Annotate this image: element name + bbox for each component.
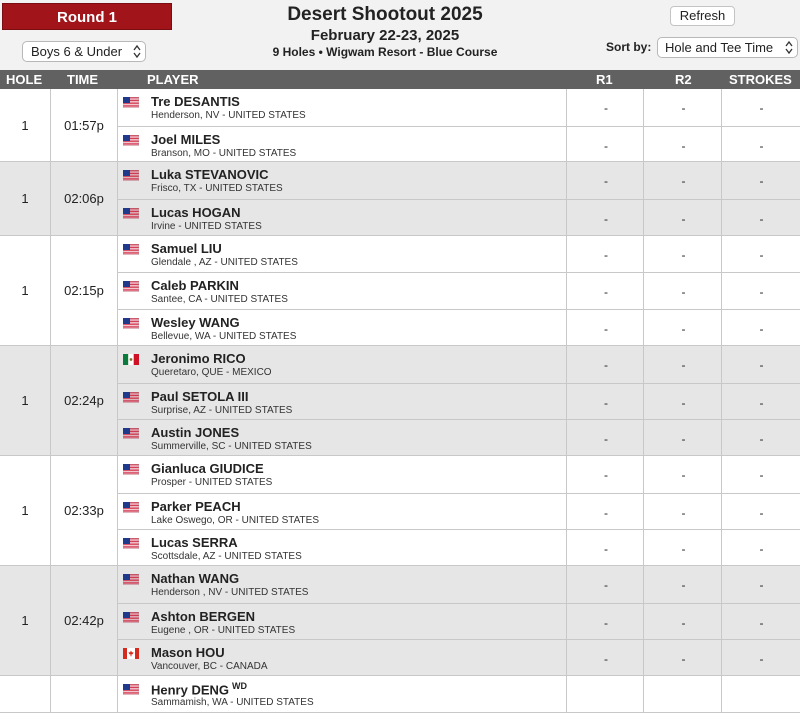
player-name[interactable]: Paul SETOLA III: [151, 388, 249, 404]
player-name[interactable]: Henry DENG $^{WD}$: [151, 681, 248, 698]
player-row[interactable]: [118, 456, 800, 493]
score-r2: -: [681, 652, 686, 667]
score-strokes: -: [759, 615, 764, 630]
group-tee-time: 02:42p: [64, 613, 104, 629]
score-strokes: -: [759, 138, 764, 153]
flag-us-icon: [123, 500, 139, 511]
division-select-value: Boys 6 & Under: [31, 44, 123, 59]
score-strokes: -: [759, 285, 764, 300]
score-r2: -: [681, 101, 686, 115]
score-strokes: -: [759, 101, 764, 115]
score-strokes: -: [759, 578, 764, 593]
player-name[interactable]: Ashton BERGEN: [151, 608, 255, 624]
player-row[interactable]: [118, 639, 800, 676]
player-row[interactable]: [118, 603, 800, 640]
score-r2: -: [681, 285, 686, 300]
group-hole: 1: [21, 392, 29, 408]
player-location: Scottsdale, AZ - UNITED STATES: [151, 551, 302, 563]
group-hole: 1: [21, 117, 29, 133]
score-r2: -: [681, 322, 686, 337]
score-r1: -: [604, 357, 608, 372]
score-r1: -: [604, 101, 608, 115]
group-hole: 1: [21, 282, 29, 298]
flag-us-icon: [123, 536, 139, 547]
flag-us-icon: [123, 133, 139, 144]
col-time[interactable]: TIME: [67, 72, 99, 87]
flag-us-icon: [123, 572, 139, 583]
flag-us-icon: [123, 279, 139, 290]
player-location: Vancouver, BC - CANADA: [151, 661, 268, 673]
player-name[interactable]: Luka STEVANOVIC: [151, 167, 269, 183]
score-strokes: -: [759, 505, 764, 520]
column-header-bar: [0, 70, 800, 89]
tournament-title: Desert Shootout 2025: [287, 4, 483, 25]
score-r2: -: [681, 138, 686, 153]
group-hole: 1: [21, 503, 29, 519]
player-location: Branson, MO - UNITED STATES: [151, 147, 297, 159]
select-arrows-icon: [133, 44, 141, 59]
leaderboard-header: [0, 0, 800, 70]
score-r2: -: [681, 432, 686, 447]
player-name[interactable]: Jeronimo RICO: [151, 350, 246, 366]
withdrawn-badge: WD: [232, 681, 248, 692]
player-location: Henderson , NV - UNITED STATES: [151, 587, 309, 599]
score-strokes: -: [759, 395, 764, 410]
player-location: Frisco, TX - UNITED STATES: [151, 183, 283, 195]
score-strokes: -: [759, 652, 764, 667]
score-strokes: -: [759, 322, 764, 337]
flag-us-icon: [123, 610, 139, 621]
player-name[interactable]: Joel MILES: [151, 131, 221, 147]
flag-mx-icon: [123, 352, 139, 363]
group-tee-time: 02:06p: [64, 191, 104, 207]
score-r1: -: [604, 138, 608, 153]
col-strokes[interactable]: STROKES: [729, 72, 792, 87]
player-name[interactable]: Mason HOU: [151, 645, 225, 661]
col-player[interactable]: PLAYER: [147, 72, 199, 87]
col-r1[interactable]: R1: [596, 72, 613, 87]
player-row[interactable]: [118, 89, 800, 126]
player-row[interactable]: [118, 272, 800, 309]
tee-time-group: [0, 346, 800, 456]
player-location: Irvine - UNITED STATES: [151, 221, 262, 233]
player-location: Henderson, NV - UNITED STATES: [151, 110, 306, 121]
player-row[interactable]: [118, 236, 800, 273]
score-r2: -: [681, 615, 686, 630]
score-strokes: -: [759, 174, 764, 189]
tee-time-group: [0, 566, 800, 676]
division-select[interactable]: [22, 41, 146, 62]
player-row[interactable]: [118, 419, 800, 456]
player-row[interactable]: [118, 309, 800, 346]
score-r1: -: [604, 505, 608, 520]
round-tab[interactable]: Round 1: [2, 3, 172, 30]
player-location: Santee, CA - UNITED STATES: [151, 294, 288, 306]
player-name[interactable]: Tre DESANTIS: [151, 94, 240, 109]
player-row[interactable]: [118, 383, 800, 420]
refresh-button[interactable]: Refresh: [670, 6, 735, 26]
group-tee-time: 02:24p: [64, 392, 104, 408]
score-r1: -: [604, 432, 608, 447]
flag-us-icon: [123, 316, 139, 327]
score-r1: -: [604, 247, 608, 262]
player-row[interactable]: [118, 346, 800, 383]
flag-us-icon: [123, 426, 139, 437]
player-name[interactable]: Austin JONES: [151, 425, 240, 441]
player-name[interactable]: Lucas HOGAN: [151, 205, 241, 221]
flag-us-icon: [123, 206, 139, 217]
player-name[interactable]: Lucas SERRA: [151, 535, 238, 551]
tournament-dates: February 22-23, 2025: [310, 27, 460, 44]
flag-us-icon: [123, 682, 139, 693]
score-strokes: -: [759, 357, 764, 372]
score-strokes: -: [759, 542, 764, 557]
select-arrows-icon: [785, 40, 793, 55]
player-location: Queretaro, QUE - MEXICO: [151, 366, 272, 378]
sort-select[interactable]: [657, 37, 798, 58]
col-r2[interactable]: R2: [675, 72, 692, 87]
player-location: Lake Oswego, OR - UNITED STATES: [151, 514, 320, 526]
player-row[interactable]: [118, 566, 800, 603]
score-r2: -: [681, 247, 686, 262]
player-name[interactable]: Caleb PARKIN: [151, 278, 239, 294]
score-strokes: -: [759, 432, 764, 447]
score-r1: -: [604, 542, 608, 557]
score-r1: -: [604, 652, 608, 667]
flag-ca-icon: [123, 646, 139, 657]
group-tee-time: 02:15p: [64, 282, 104, 298]
player-name[interactable]: Nathan WANG: [151, 571, 240, 587]
player-row[interactable]: [118, 493, 800, 530]
score-r1: -: [604, 468, 608, 482]
player-location: Glendale , AZ - UNITED STATES: [151, 256, 298, 268]
score-r1: -: [604, 395, 608, 410]
score-r1: -: [604, 322, 608, 337]
score-r1: -: [604, 174, 608, 189]
score-strokes: -: [759, 247, 764, 262]
tee-time-group: [0, 456, 800, 566]
column-divider: [50, 676, 51, 712]
player-name[interactable]: Parker PEACH: [151, 498, 241, 514]
score-r2: -: [681, 212, 686, 227]
score-r2: -: [681, 357, 686, 372]
score-r2: -: [681, 542, 686, 557]
group-tee-time: 02:33p: [64, 503, 104, 519]
score-r1: -: [604, 212, 608, 227]
player-row[interactable]: [118, 529, 800, 566]
score-r1: -: [604, 615, 608, 630]
score-r1: -: [604, 578, 608, 593]
flag-us-icon: [123, 95, 139, 106]
score-r2: -: [681, 578, 686, 593]
flag-us-icon: [123, 168, 139, 179]
player-name[interactable]: Samuel LIU: [151, 240, 222, 256]
sort-select-value: Hole and Tee Time: [665, 40, 774, 55]
col-hole[interactable]: HOLE: [6, 72, 43, 87]
player-row[interactable]: [118, 162, 800, 199]
score-r1: -: [604, 285, 608, 300]
player-location: Summerville, SC - UNITED STATES: [151, 441, 312, 453]
sort-label: Sort by:: [606, 40, 652, 54]
player-location: Eugene , OR - UNITED STATES: [151, 624, 296, 636]
player-row[interactable]: [118, 676, 800, 713]
tee-time-group: [0, 162, 800, 235]
score-r2: -: [681, 395, 686, 410]
score-strokes: -: [759, 212, 764, 227]
score-r2: -: [681, 468, 686, 482]
player-location: Sammamish, WA - UNITED STATES: [151, 697, 314, 709]
tee-time-group: [0, 236, 800, 346]
score-r2: -: [681, 174, 686, 189]
flag-us-icon: [123, 462, 139, 473]
player-location: Bellevue, WA - UNITED STATES: [151, 331, 297, 343]
player-name[interactable]: Wesley WANG: [151, 315, 240, 331]
score-strokes: -: [759, 468, 764, 482]
group-tee-time: 01:57p: [64, 117, 104, 133]
player-location: Surprise, AZ - UNITED STATES: [151, 404, 293, 416]
tee-time-group: [0, 676, 800, 713]
player-location: Prosper - UNITED STATES: [151, 477, 273, 488]
group-hole: 1: [21, 191, 29, 207]
group-hole: 1: [21, 613, 29, 629]
flag-us-icon: [123, 242, 139, 253]
player-row[interactable]: [118, 199, 800, 236]
flag-us-icon: [123, 390, 139, 401]
score-r2: -: [681, 505, 686, 520]
player-row[interactable]: [118, 126, 800, 163]
tee-time-group: [0, 89, 800, 162]
player-name[interactable]: Gianluca GIUDICE: [151, 461, 264, 476]
tournament-venue: 9 Holes • Wigwam Resort - Blue Course: [272, 45, 498, 59]
